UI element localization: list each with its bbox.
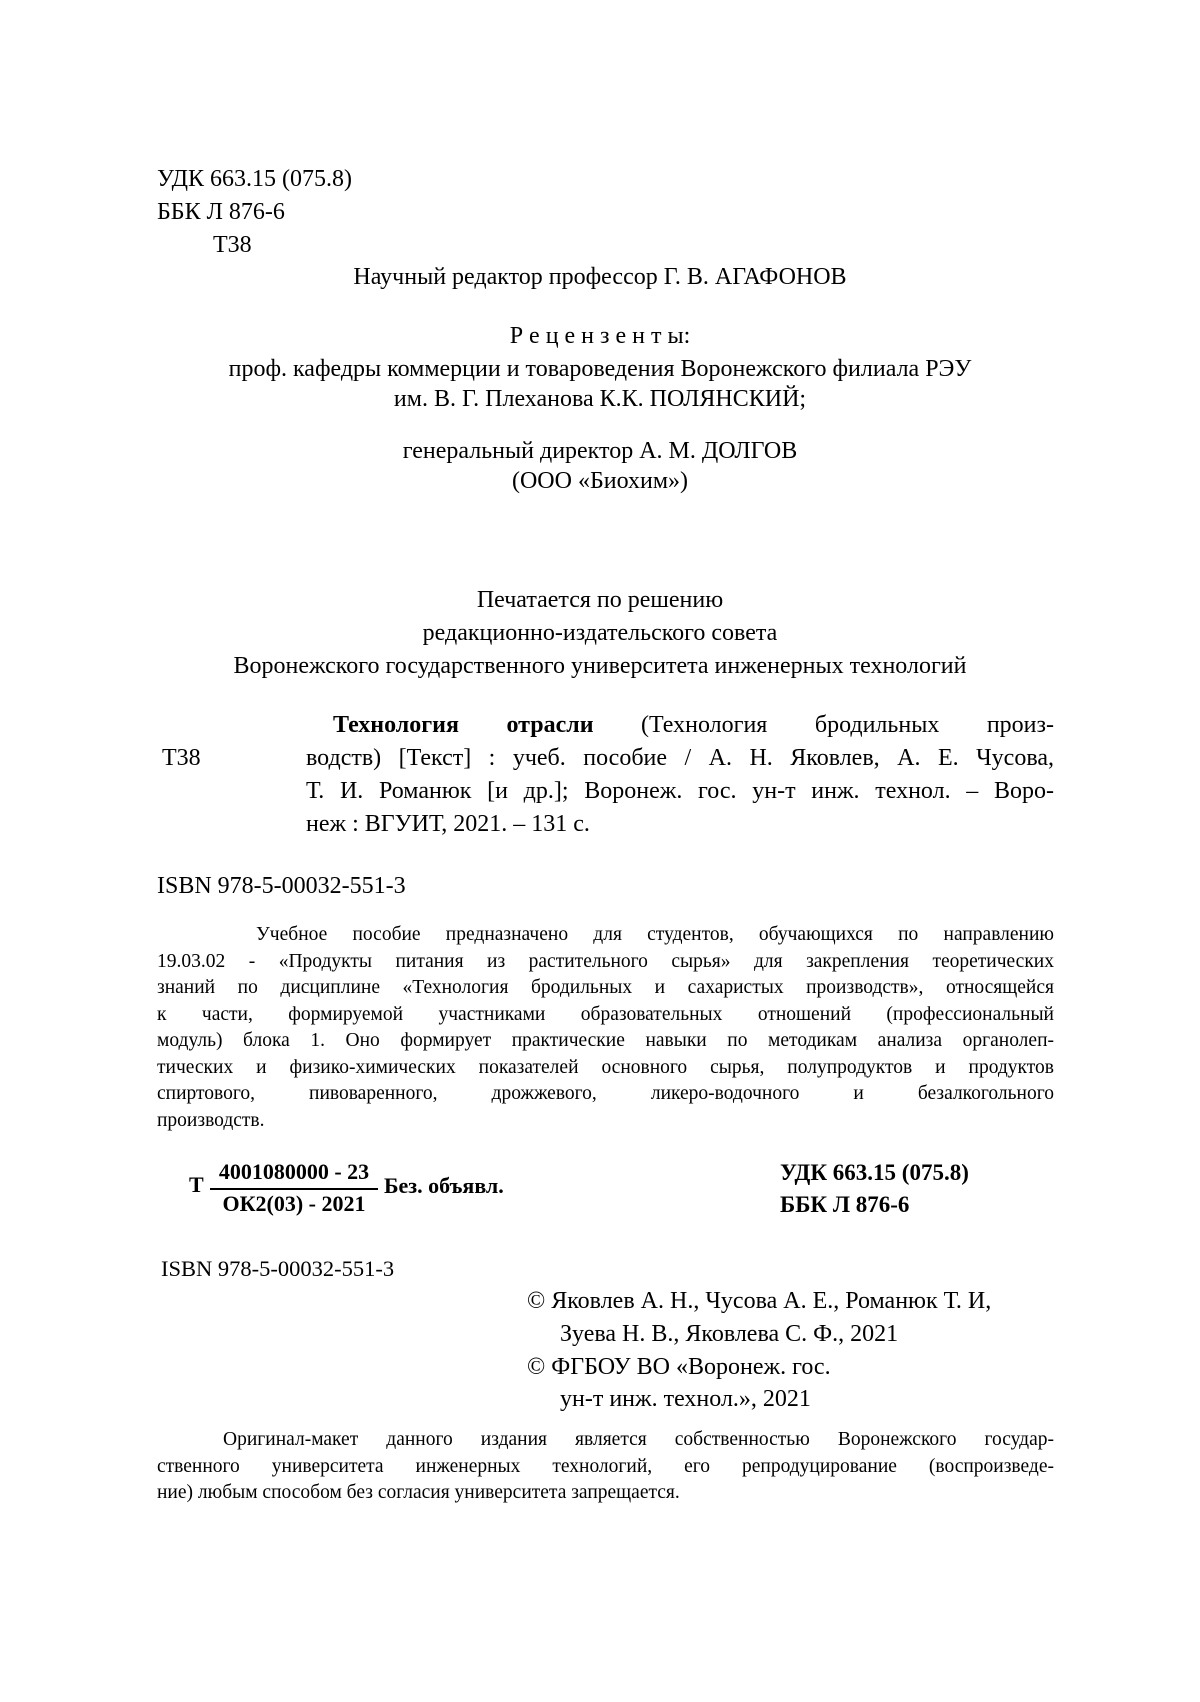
approval-line-3: Воронежского государственного университета инженерных технологий: [233, 653, 967, 679]
isbn-top: ISBN 978-5-00032-551-3: [157, 873, 406, 899]
scientific-editor: Научный редактор профессор Г. В. АГАФОНОВ: [353, 264, 847, 290]
footer-note-line: ние) любым способом без согласия университета запрещается.: [157, 1482, 680, 1503]
annotation-line: 19.03.02 - «Продукты питания из растительного сырья» для закрепления теоретических: [157, 950, 1054, 972]
annotation-line: тических и физико-химических показателей основного сырья, полупродуктов и продуктов: [157, 1056, 1054, 1078]
reviewer-1-line-2: им. В. Г. Плеханова К.К. ПОЛЯНСКИЙ;: [393, 386, 807, 412]
annotation-line: производств.: [157, 1109, 265, 1131]
book-title: Технология отрасли: [333, 712, 594, 738]
annotation-line: к части, формируемой участниками образовательных отношений (профессиональный: [157, 1003, 1054, 1025]
annotation-line: Учебное пособие предназначено для студентов, обучающихся по направлению: [256, 924, 1054, 945]
formula-denominator: ОК2(03) - 2021: [222, 1191, 366, 1216]
bibliography-line-2: водств) [Текст] : учеб. пособие / А. Н. Яковлев, А. Е. Чусова,: [306, 745, 1054, 771]
reviewers-heading: Р е ц е н з е н т ы:: [509, 323, 691, 349]
udk-code: УДК 663.15 (075.8): [157, 166, 352, 192]
approval-line-1: Печатается по решению: [476, 587, 724, 613]
isbn-bottom: ISBN 978-5-00032-551-3: [161, 1256, 395, 1281]
bbk-bottom: ББК Л 876-6: [780, 1192, 910, 1217]
reviewer-2-line-2: (ООО «Биохим»): [511, 468, 689, 494]
bbk-code: ББК Л 876-6: [157, 199, 285, 225]
copyright-line-1: © Яковлев А. Н., Чусова А. Е., Романюк Т. И,: [527, 1288, 992, 1314]
annotation: [157, 922, 1054, 1134]
approval-line-2: редакционно-издательского совета: [422, 620, 778, 646]
copyright-line-3: © ФГБОУ ВО «Воронеж. гос.: [527, 1354, 831, 1380]
annotation-line: спиртового, пивоваренного, дрожжевого, ликеро-водочного и безалкогольного: [157, 1083, 1054, 1104]
annotation-line: знаний по дисциплине «Технология бродильных и сахаристых производств», относящейся: [157, 977, 1054, 998]
author-sign-code: Т38: [213, 232, 252, 258]
formula-numerator: 4001080000 - 23: [210, 1158, 378, 1190]
formula-fraction: [210, 1158, 378, 1218]
bibliography-line-1: [333, 709, 1054, 742]
copyright-line-4: ун-т инж. технол.», 2021: [560, 1386, 811, 1412]
copyright-line-2: Зуева Н. В., Яковлева С. Ф., 2021: [560, 1321, 899, 1347]
footer-note-line: ственного университета инженерных технологий, его репродуцирование (воспроизведе-: [157, 1455, 1054, 1477]
formula-letter: Т: [189, 1172, 204, 1197]
footer-note-line: Оригинал-макет данного издания является собственностью Воронежского государ-: [223, 1429, 1054, 1450]
annotation-line: модуль) блока 1. Оно формирует практические навыки по методикам анализа органолеп-: [157, 1030, 1054, 1051]
formula-suffix: Без. объявл.: [384, 1173, 504, 1198]
book-subtitle: (Технология бродильных произ-: [593, 712, 1054, 738]
bibliography-line-3: Т. И. Романюк [и др.]; Воронеж. гос. ун-т инж. технол. – Воро-: [306, 778, 1054, 804]
reviewer-1-line-1: проф. кафедры коммерции и товароведения Воронежского филиала РЭУ: [228, 356, 972, 382]
bibliography-code: Т38: [162, 745, 201, 771]
reviewer-2-line-1: генеральный директор А. М. ДОЛГОВ: [402, 438, 798, 464]
bibliography-body: [306, 742, 1054, 841]
footer-note: [157, 1427, 1054, 1507]
udk-bottom: УДК 663.15 (075.8): [780, 1160, 969, 1185]
bibliography-line-4: неж : ВГУИТ, 2021. – 131 с.: [306, 811, 590, 837]
